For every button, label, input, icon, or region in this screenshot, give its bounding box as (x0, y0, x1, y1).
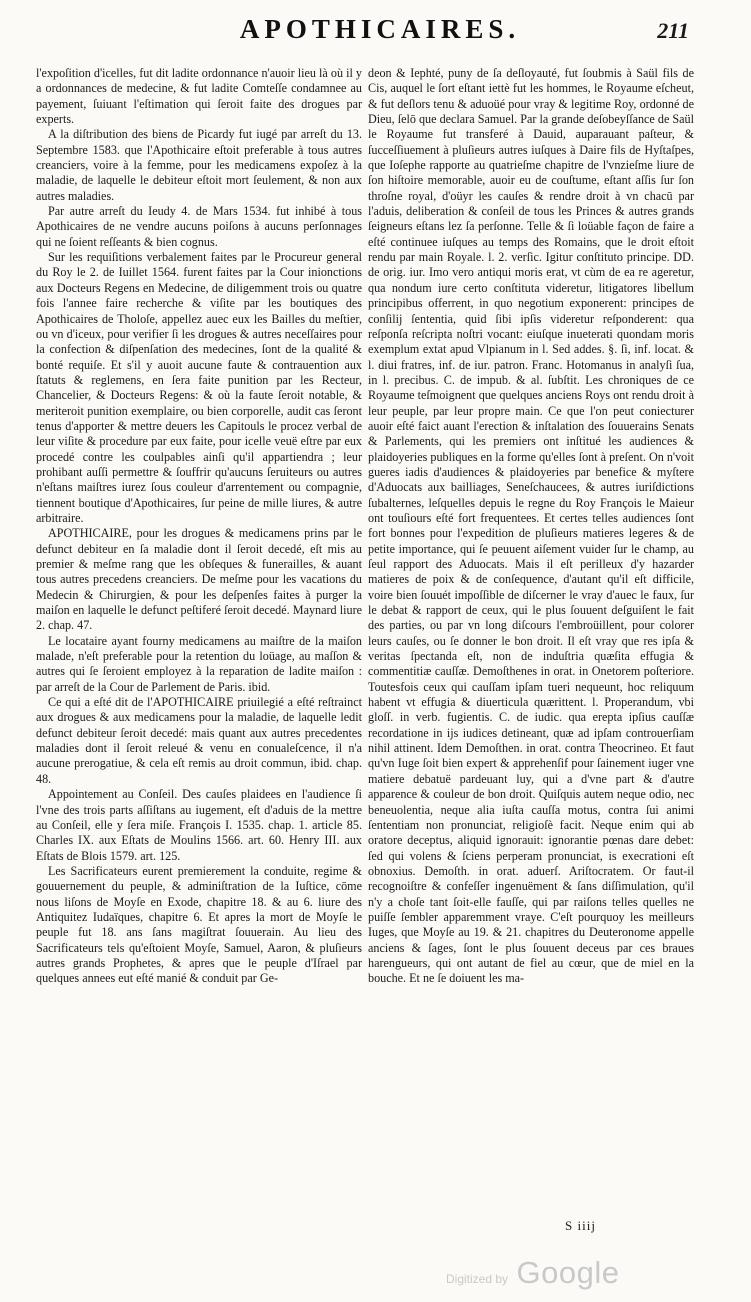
digitized-by-text: Digitized by (446, 1272, 509, 1286)
paragraph: Le locataire ayant fourny medicamens au maiſtre de la maiſon malade, n'eſt preferable pour la retention du loüage, au maſſon & autres qui ſe ſeroient employez à la reparation de ladite maiſon : par arreſt de la Cour de Parlement de Paris. ibid. (36, 633, 362, 694)
paragraph: deon & Iephté, puny de ſa deſloyauté, fut ſoubmis à Saül fils de Cis, auquel le ſort eſtant iettè fut les hommes, le Royaume eſcheut, & fut deſlors tenu & aduoüé pour vray & legitime Roy, ordonné de Dieu, ſelō que declara Samuel. Par la grande deſobeyſſance de Saül le Royaume fut transferé à Dauid, auparauant paſteur, & ſucceſſiuement à pluſieurs autres iuſques à Daire fils de Hyſtaſpes, que Ioſephe rapporte au quatrieſme chapitre de l'vnzieſme liure de ſon hiſtoire memorable, auoir eu de couſtume, eſtant aſſis ſur ſon throſne royal, d'oüyr les cauſes & rendre droit à vn chacū par l'aduis, deliberation & conſeil de tous les Princes & autres grands ſeigneurs eſtans lez ſa perſonne. Telle & ſi loüable façon de faire a eſté continuee iuſques au temps des Romains, que le droit eſtoit rendu par main Royale. l. 2. verſic. Igitur conſtituto principe. DD. de orig. iur. Imo vero antiqui moris erat, vt cùm de ea re ageretur, qua nondum iure certo conſtituta videretur, litigatores libellum principibus offerrent, in quo negotium exponerent: principes de conſilij ſententia, quid ſibi ipſis videretur reſponderent: qua reſponſa reſcripta noſtri vocant: eiuſque inueterati quondam moris exemplum extat apud Vlpianum in l. Sed addes. §. ſi, inf. locat. & l. diui fratres, inf. de iur. patron. Franc. Hotomanus in analyſi ſua, in l. precibus. C. de impub. & al. ſubſtit. Les chroniques de ce Royaume teſmoignent que quelques anciens Roys ont rendu droit à leur peuple, par leur propre main. Ce que l'on peut coniecturer auoir eſté faict auant l'erection & inſtalation des ſouuerains Senats & Parlements, qui les premiers ont inſtitué les audiences & plaidoyeries publiques en la forme qu'elles ſont à preſent. On n'voit gueres iadis d'audiences & plaidoyeries par benefice & myſtere d'Aduocats aux bailliages, Seneſchaucees, & autres iuriſdictions ſubalternes, leſquelles depuis le regne du Roy François le Maieur ont touſiours eſté fort frequentees. Et certes telles audiences ſont fort bonnes pour l'expedition de pluſieurs matieres legeres & de petite importance, qui ſe peuuent aiſement vuider ſur le champ, au ſeul rapport des Aduocats. Mais il eſt perilleux d'y hazarder matieres de poix & de conſequence, d'autant qu'il eſt difficile, voire bien ſouuét impoſſible de diſcerner le vray d'auec le faux, ſur le debat & rapport de ceux, qui le plus ſouuent deſguiſent le fait des parties, ou par vn long diſcours l'embroüillent, pour colorer leurs cauſes, ou ſe donner le bon droit. Il eſt vray que res ipſa & veritas ſpectanda eſt, non de induſtria quæſita effugia & commentitiæ cauſſæ. Demoſthenes in orat. in Onetorem poſteriore. Toutesfois ceux qui cauſſam ipſam tueri nequeunt, hoc reliquum habent vt effugia & diuerticula quærittent. l. Properandum, vbi gloſſ. in verb. fugientis. C. de iudic. qua erepta ipſius cauſſæ recordatione in ijs iudices detineant, quæ ad ipſam controuerſiam nihil attinent. Idem Demoſthen. in orat. contra Theocrineo. Et faut qu'vn Iuge ſoit bien expert & apprehenſif pour ſainement iuger vne matiere debatuë pardeuant luy, qui a d'vne part & d'autre apparence & couleur de bon droit. Quiſquis autem neque odio, nec beneuolentia, neque alia iuſta cauſſa motus, contra ſui animi ſententiam non pronunciat, religioſè facit. Neque enim qui ab oratore deceptus, aliquid ignorauit: ignorantie pœnas dare debet: ſed qui volens & ſciens perperam pronunciat, is execrationi eſt obnoxius. Demoſth. in orat. aduerſ. Ariſtocratem. Or faut-il recognoiſtre & confeſſer ingenuëment & ſans diſſimulation, qu'il n'y a choſe tant ſoit-elle fauſſe, qui par raiſons telles quelles ne puiſſe ſembler apparemment vraye. C'eſt pourquoy les meilleurs Iuges, que Moyſe au 19. & 21. chapitres du Deuteronome appelle anciens & ſages, ſont le plus ſouuent deceus par ces braues harengueurs, qui ont autant de fiel au cœur, que de miel en la bouche. Et ne ſe doiuent les ma- (368, 66, 694, 986)
paragraph: Appointement au Conſeil. Des cauſes plaidees en l'audience ſi l'vne des trois parts aſſiſtans au iugement, eſt d'aduis de la mettre au Conſeil, elle y ſera miſe. François I. 1535. chap. 1. article 85. Charles IX. aux Eſtats de Moulins 1566. art. 60. Henry III. aux Eſtats de Blois 1579. art. 125. (36, 787, 362, 863)
signature-mark: S iiij (565, 1218, 596, 1233)
running-title: APOTHICAIRES. (239, 14, 521, 44)
paragraph: A la diſtribution des biens de Picardy fut iugé par arreſt du 13. Septembre 1583. que l'Apothicaire eſtoit preferable à tous autres creanciers, voire à la femme, pour les medicamens expoſez à la maladie, de laquelle le debiteur eſtoit mort ſeulement, & non aux autres maladies. (36, 127, 362, 203)
left-column (36, 66, 362, 987)
paragraph: Les Sacrificateurs eurent premierement la conduite, regime & gouuernement du peuple, & adminiſtration de la Iuſtice, cōme nous liſons de Moyſe en Exode, chapitre 18. & au 6. liure des Antiquitez Iudaïques, chapitre 6. Et apres la mort de Moyſe le peuple fut 18. ans ſans magiſtrat ſouuerain. Au lieu des Sacrificateurs tels qu'eſtoient Moyſe, Samuel, Aaron, & pluſieurs autres grands Prophetes, & apres que le peuple d'Iſrael par quelques annees eut eſté manié & conduit par Ge- (36, 863, 362, 986)
paragraph: l'expoſition d'icelles, fut dit ladite ordonnance n'auoir lieu là où il y a ordonnances de medecine, & fut ladite Comteſſe condamnee au payement, ſuiuant l'eſtimation qui ſeroit faite des drogues par experts. (36, 66, 362, 127)
right-column (368, 66, 694, 987)
google-logo: Google (516, 1255, 620, 1290)
paragraph: APOTHICAIRE, pour les drogues & medicamens prins par le defunct debiteur en ſa maladie dont il ſeroit decedé, eſt mis au premier & meſme rang que les obſeques & funerailles, & auant tous autres precedens creanciers. De meſme pour les vacations du Medecin & Chirurgien, & pour les deſpenſes faites à purger la maiſon en laquelle le defunct peſtiferé ſeroit decedé. Maynard liure 2. chap. 47. (36, 526, 362, 633)
paragraph: Par autre arreſt du Ieudy 4. de Mars 1534. fut inhibé à tous Apothicaires de ne vendre aucuns poiſons à aucuns perſonnages qui ne ſoient reſſeants & bien cognus. (36, 204, 362, 249)
paragraph: Sur les requiſitions verbalement faites par le Procureur general du Roy le 2. de Iuillet 1564. furent faites par la Cour inionctions aux Docteurs Regens en Medecine, de diligemment trois ou quatre fois l'annee faire recherche & viſite par les boutiques des Apothicaires de Tholoſe, appellez auec eux les Bailles du meſtier, ou vn d'iceux, pour verifier ſi les drogues & autres neceſſaires pour la confection & diſpenſation des medecines, ſont de la qualité & bonté requiſe. Et s'il y auoit aucune faute & contrauention aux ſtatuts & reglemens, en ſera faite punition par les Recteur, Chancelier, & Docteurs Regens: & où la faute ſeroit notable, & meriteroit punition exemplaire, ou bien corporelle, audit cas ſeront tenus d'apporter & mettre deuers les Capitouls le procez verbal de leur viſite & procedure par eux faite, pour icelle veuë eſtre par eux procedé contre les coulpables ainſi qu'il appartiendra ; leur prohibant auſſi permettre & ſouffrir qu'aucuns ſeruiteurs ou autres n'eſtans maiſtres iurez ſous couleur d'arrentement ou compagnie, tiennent boutique d'Apothicaires, ſur peine de mille liures, & autre arbitraire. (36, 250, 362, 525)
digitized-watermark (446, 1255, 619, 1291)
page-number: 211 (657, 18, 689, 43)
page-header (0, 0, 751, 58)
paragraph: Ce qui a eſté dit de l'APOTHICAIRE priuilegié a eſté reſtrainct aux drogues & aux medicamens pour la maladie, de laquelle ledit defunct debiteur ſeroit decedé: mais quant aux autres precedentes maladies dont il ſeroit releué & venu en conualeſcence, il n'a aucune prerogatiue, & cela eſt remis au droit commun, ibid. chap. 48. (36, 695, 362, 786)
